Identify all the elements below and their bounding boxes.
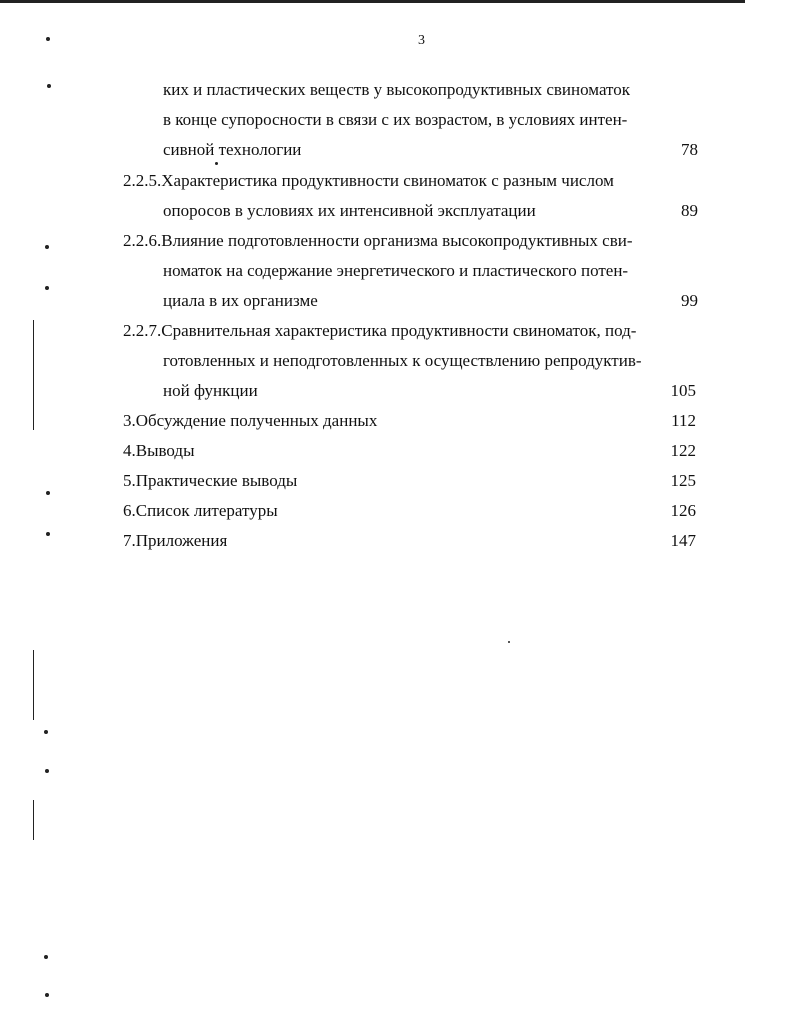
toc-entry-line: 2.2.7.Сравнительная характеристика продуктивности свиноматок, под- (123, 321, 637, 340)
toc-entry-line: 2.2.5.Характеристика продуктивности свиноматок с разным числом (123, 171, 614, 190)
toc-page-number: 78 (681, 140, 698, 159)
toc-entry-line: 4.Выводы (123, 441, 195, 460)
scan-edge-line (33, 650, 34, 720)
toc-page-number: 105 (670, 381, 696, 400)
toc-entry-line: номаток на содержание энергетического и пластического потен- (163, 261, 629, 280)
scan-speck (44, 955, 48, 959)
toc-entry-line: в конце супоросности в связи с их возрастом, в условиях интен- (163, 110, 628, 129)
scan-speck (45, 993, 49, 997)
scan-speck (45, 245, 49, 249)
toc-entry-line: 7.Приложения (123, 531, 228, 550)
top-scan-border (0, 0, 745, 3)
toc-page-number: 126 (670, 501, 696, 520)
scan-speck (47, 84, 51, 88)
toc-page-number: 147 (670, 531, 696, 550)
scan-edge-line (33, 320, 34, 430)
toc-page-number: 125 (670, 471, 696, 490)
scan-speck (46, 37, 50, 41)
toc-entry-line: циала в их организме (163, 291, 318, 310)
toc-page-number: 122 (670, 441, 696, 460)
toc-entry-line: ной функции (163, 381, 258, 400)
scan-speck (45, 286, 49, 290)
toc-entry-line: готовленных и неподготовленных к осуществлению репродуктив- (163, 351, 642, 370)
toc-entry-line: опоросов в условиях их интенсивной эксплуатации (163, 201, 536, 220)
toc-entry-line: 6.Список литературы (123, 501, 278, 520)
scan-speck (46, 491, 50, 495)
toc-entry-line: 5.Практические выводы (123, 471, 298, 490)
toc-entry-line: ких и пластических веществ у высокопродуктивных свиноматок (163, 80, 631, 99)
scan-speck (508, 641, 510, 643)
toc-entry-line: 2.2.6.Влияние подготовленности организма высокопродуктивных сви- (123, 231, 633, 250)
toc-entry-line: 3.Обсуждение полученных данных (123, 411, 378, 430)
toc-page-number: 89 (681, 201, 698, 220)
toc-page-number: 99 (681, 291, 698, 310)
scan-speck (215, 162, 218, 165)
toc-entry-line: сивной технологии (163, 140, 302, 159)
page-number: 3 (418, 33, 425, 48)
scan-speck (45, 769, 49, 773)
toc-page-number: 112 (671, 411, 696, 430)
scan-edge-line (33, 800, 34, 840)
scan-speck (46, 532, 50, 536)
scan-speck (44, 730, 48, 734)
